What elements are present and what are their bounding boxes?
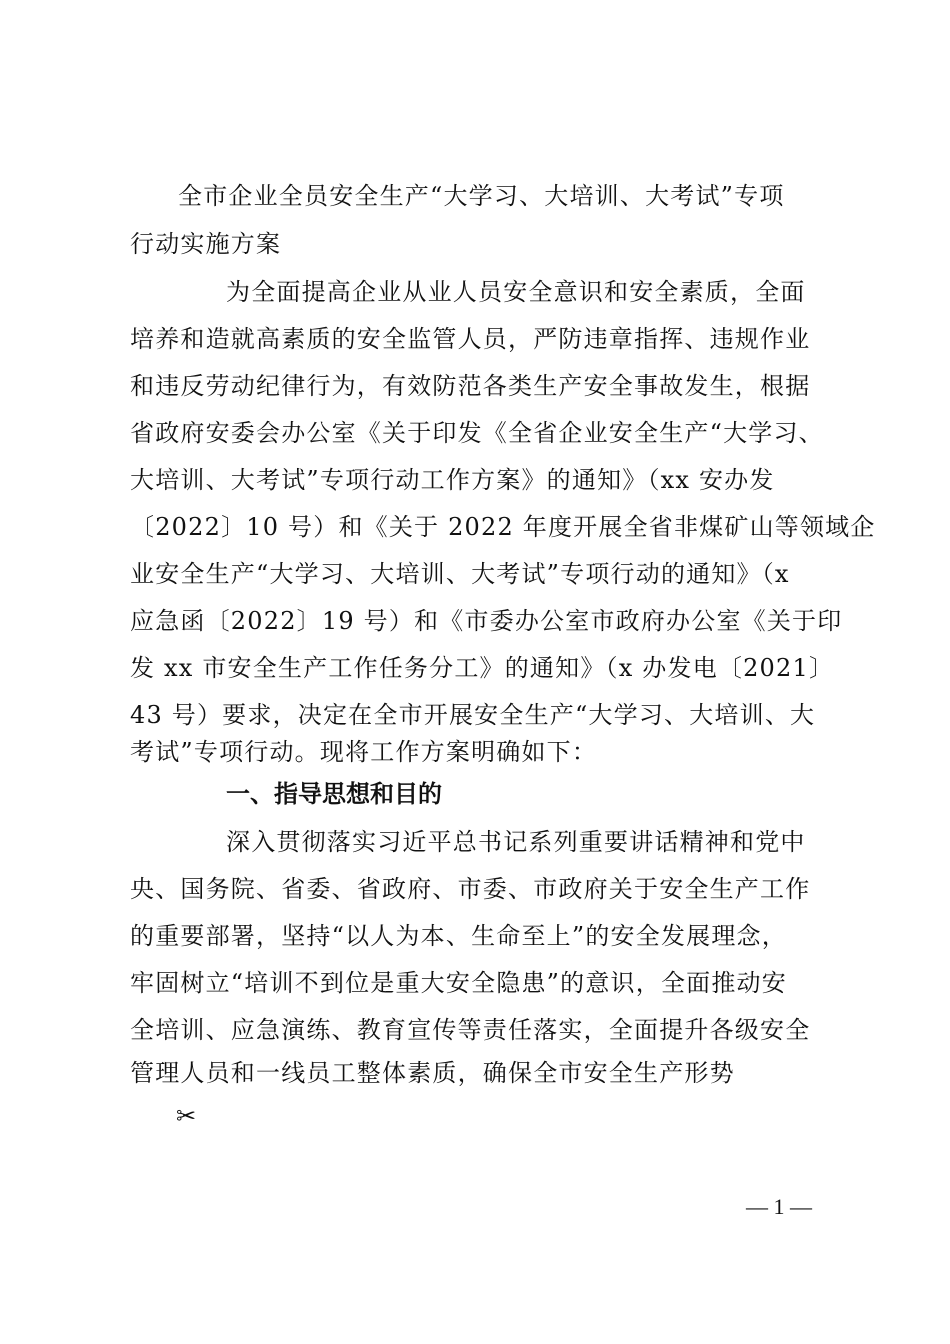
section-line: 牢固树立“培训不到位是重大安全隐患”的意识，全面推动安 [130,969,787,997]
intro-line: 和违反劳动纪律行为，有效防范各类生产安全事故发生，根据 [130,372,811,400]
section-heading: 一、指导思想和目的 [226,780,442,808]
intro-line: 大培训、大考试”专项行动工作方案》的通知》（xx 安办发 [130,466,775,494]
section-line: 深入贯彻落实习近平总书记系列重要讲话精神和党中 [226,828,806,856]
intro-line: 业安全生产“大学习、大培训、大考试”专项行动的通知》（x [130,560,790,588]
intro-line: 省政府安委会办公室《关于印发《全省企业安全生产“大学习、 [130,419,824,447]
intro-line: 〔2022〕10 号）和《关于 2022 年度开展全省非煤矿山等领域企 [130,513,876,541]
intro-line: 发 xx 市安全生产工作任务分工》的通知》（x 办发电〔2021〕 [130,654,835,682]
section-line: 的重要部署，坚持“以人为本、生命至上”的安全发展理念， [130,922,787,950]
section-line: 全培训、应急演练、教育宣传等责任落实，全面提升各级安全 [130,1016,811,1044]
intro-line: 为全面提高企业从业人员安全意识和安全素质，全面 [226,278,806,306]
section-line: 管理人员和一线员工整体素质，确保全市安全生产形势 [130,1059,735,1087]
scissors-icon: ✂ [176,1102,197,1130]
section-line: 央、国务院、省委、省政府、市委、市政府关于安全生产工作 [130,875,811,903]
document-title-line-2: 行动实施方案 [130,230,282,258]
intro-line: 应急函〔2022〕19 号）和《市委办公室市政府办公室《关于印 [130,607,843,635]
document-title-line-1: 全市企业全员安全生产“大学习、大培训、大考试”专项 [178,182,785,210]
intro-line: 43 号）要求，决定在全市开展安全生产“大学习、大培训、大 [130,701,816,729]
page-number: — 1 — [746,1194,812,1219]
intro-line: 培养和造就高素质的安全监管人员，严防违章指挥、违规作业 [130,325,811,353]
intro-line: 考试”专项行动。现将工作方案明确如下： [130,738,598,766]
